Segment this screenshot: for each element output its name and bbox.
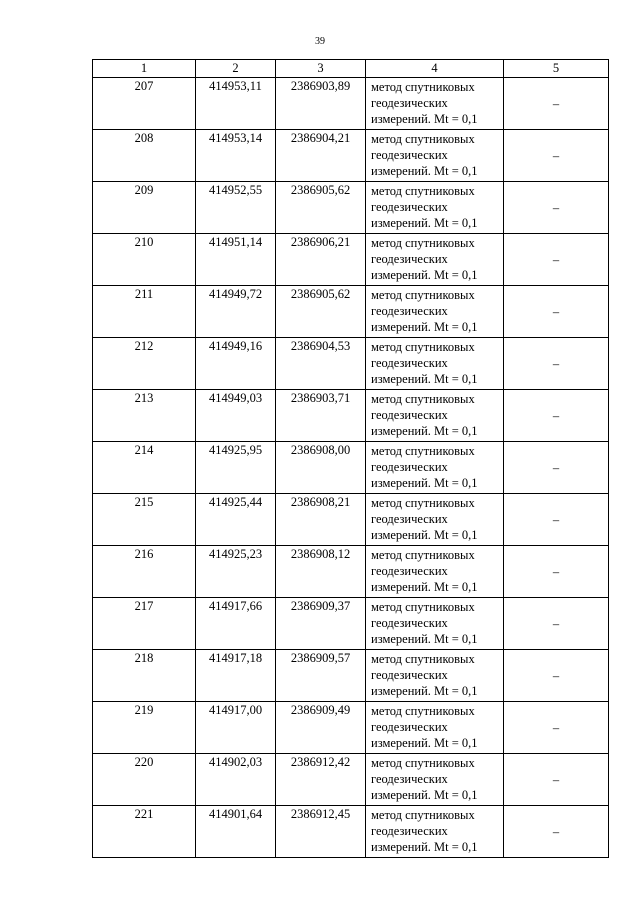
- method-text-line: геодезических: [371, 200, 448, 214]
- point-number-cell: 207: [93, 78, 196, 130]
- method-cell: [366, 338, 504, 390]
- point-number-cell: 216: [93, 546, 196, 598]
- coordinates-table: [92, 59, 609, 858]
- point-number-cell: 218: [93, 650, 196, 702]
- y-coordinate-cell: 2386909,49: [276, 702, 366, 754]
- method-text-line: измерений. Mt = 0,1: [371, 632, 478, 646]
- x-coordinate-cell: 414953,14: [196, 130, 276, 182]
- x-coordinate-cell: 414917,66: [196, 598, 276, 650]
- method-text-line: геодезических: [371, 668, 448, 682]
- y-coordinate-cell: 2386903,71: [276, 390, 366, 442]
- method-cell: [366, 390, 504, 442]
- method-text-line: метод спутниковых: [371, 548, 475, 562]
- method-text-line: метод спутниковых: [371, 600, 475, 614]
- method-text-line: геодезических: [371, 408, 448, 422]
- y-coordinate-cell: 2386909,57: [276, 650, 366, 702]
- y-coordinate-cell: 2386912,42: [276, 754, 366, 806]
- method-text-line: измерений. Mt = 0,1: [371, 476, 478, 490]
- method-text-line: измерений. Mt = 0,1: [371, 112, 478, 126]
- method-text-line: геодезических: [371, 616, 448, 630]
- method-cell: [366, 182, 504, 234]
- y-coordinate-cell: 2386908,21: [276, 494, 366, 546]
- point-number-cell: 220: [93, 754, 196, 806]
- x-coordinate-cell: 414953,11: [196, 78, 276, 130]
- x-coordinate-cell: 414952,55: [196, 182, 276, 234]
- column-header-1: 1: [93, 60, 196, 78]
- method-text-line: метод спутниковых: [371, 756, 475, 770]
- method-text-line: измерений. Mt = 0,1: [371, 840, 478, 854]
- y-coordinate-cell: 2386903,89: [276, 78, 366, 130]
- x-coordinate-cell: 414902,03: [196, 754, 276, 806]
- method-text-line: метод спутниковых: [371, 808, 475, 822]
- method-text-line: геодезических: [371, 356, 448, 370]
- table-row: [93, 650, 609, 702]
- method-text-line: геодезических: [371, 148, 448, 162]
- note-cell: –: [504, 130, 609, 182]
- table-row: [93, 806, 609, 858]
- method-text-line: измерений. Mt = 0,1: [371, 736, 478, 750]
- method-text-line: измерений. Mt = 0,1: [371, 216, 478, 230]
- column-header-4: 4: [366, 60, 504, 78]
- method-text-line: геодезических: [371, 252, 448, 266]
- y-coordinate-cell: 2386904,53: [276, 338, 366, 390]
- note-cell: –: [504, 442, 609, 494]
- point-number-cell: 209: [93, 182, 196, 234]
- page-number: 39: [315, 36, 325, 47]
- method-text-line: метод спутниковых: [371, 184, 475, 198]
- method-text-line: метод спутниковых: [371, 340, 475, 354]
- method-cell: [366, 286, 504, 338]
- y-coordinate-cell: 2386905,62: [276, 182, 366, 234]
- method-text-line: геодезических: [371, 772, 448, 786]
- method-text-line: измерений. Mt = 0,1: [371, 580, 478, 594]
- y-coordinate-cell: 2386904,21: [276, 130, 366, 182]
- method-cell: [366, 546, 504, 598]
- x-coordinate-cell: 414949,72: [196, 286, 276, 338]
- x-coordinate-cell: 414949,16: [196, 338, 276, 390]
- method-cell: [366, 442, 504, 494]
- x-coordinate-cell: 414925,95: [196, 442, 276, 494]
- note-cell: –: [504, 546, 609, 598]
- point-number-cell: 211: [93, 286, 196, 338]
- point-number-cell: 210: [93, 234, 196, 286]
- table-row: [93, 78, 609, 130]
- note-cell: –: [504, 234, 609, 286]
- method-cell: [366, 650, 504, 702]
- point-number-cell: 221: [93, 806, 196, 858]
- note-cell: –: [504, 390, 609, 442]
- note-cell: –: [504, 806, 609, 858]
- method-text-line: геодезических: [371, 96, 448, 110]
- note-cell: –: [504, 286, 609, 338]
- note-cell: –: [504, 598, 609, 650]
- x-coordinate-cell: 414917,18: [196, 650, 276, 702]
- method-text-line: метод спутниковых: [371, 80, 475, 94]
- method-text-line: измерений. Mt = 0,1: [371, 424, 478, 438]
- method-text-line: геодезических: [371, 564, 448, 578]
- point-number-cell: 208: [93, 130, 196, 182]
- x-coordinate-cell: 414951,14: [196, 234, 276, 286]
- x-coordinate-cell: 414901,64: [196, 806, 276, 858]
- point-number-cell: 213: [93, 390, 196, 442]
- table-header-row: [93, 60, 609, 78]
- method-text-line: метод спутниковых: [371, 392, 475, 406]
- point-number-cell: 215: [93, 494, 196, 546]
- method-cell: [366, 598, 504, 650]
- method-text-line: метод спутниковых: [371, 704, 475, 718]
- method-text-line: геодезических: [371, 512, 448, 526]
- x-coordinate-cell: 414949,03: [196, 390, 276, 442]
- method-cell: [366, 494, 504, 546]
- table-row: [93, 390, 609, 442]
- method-cell: [366, 702, 504, 754]
- note-cell: –: [504, 650, 609, 702]
- table-row: [93, 598, 609, 650]
- point-number-cell: 212: [93, 338, 196, 390]
- method-text-line: метод спутниковых: [371, 496, 475, 510]
- table-row: [93, 130, 609, 182]
- method-text-line: метод спутниковых: [371, 288, 475, 302]
- method-text-line: измерений. Mt = 0,1: [371, 528, 478, 542]
- method-text-line: метод спутниковых: [371, 132, 475, 146]
- method-text-line: измерений. Mt = 0,1: [371, 684, 478, 698]
- y-coordinate-cell: 2386908,00: [276, 442, 366, 494]
- method-text-line: метод спутниковых: [371, 236, 475, 250]
- method-cell: [366, 806, 504, 858]
- y-coordinate-cell: 2386909,37: [276, 598, 366, 650]
- y-coordinate-cell: 2386906,21: [276, 234, 366, 286]
- x-coordinate-cell: 414925,44: [196, 494, 276, 546]
- method-text-line: измерений. Mt = 0,1: [371, 320, 478, 334]
- method-text-line: геодезических: [371, 304, 448, 318]
- note-cell: –: [504, 338, 609, 390]
- column-header-2: 2: [196, 60, 276, 78]
- table-row: [93, 182, 609, 234]
- note-cell: –: [504, 78, 609, 130]
- method-text-line: измерений. Mt = 0,1: [371, 788, 478, 802]
- method-text-line: геодезических: [371, 460, 448, 474]
- y-coordinate-cell: 2386905,62: [276, 286, 366, 338]
- table-row: [93, 702, 609, 754]
- note-cell: –: [504, 754, 609, 806]
- method-cell: [366, 234, 504, 286]
- y-coordinate-cell: 2386908,12: [276, 546, 366, 598]
- point-number-cell: 219: [93, 702, 196, 754]
- table-row: [93, 546, 609, 598]
- x-coordinate-cell: 414917,00: [196, 702, 276, 754]
- method-text-line: геодезических: [371, 720, 448, 734]
- table-row: [93, 234, 609, 286]
- table-row: [93, 494, 609, 546]
- method-cell: [366, 130, 504, 182]
- method-text-line: измерений. Mt = 0,1: [371, 164, 478, 178]
- point-number-cell: 214: [93, 442, 196, 494]
- method-cell: [366, 754, 504, 806]
- x-coordinate-cell: 414925,23: [196, 546, 276, 598]
- y-coordinate-cell: 2386912,45: [276, 806, 366, 858]
- table-row: [93, 442, 609, 494]
- note-cell: –: [504, 494, 609, 546]
- table-row: [93, 286, 609, 338]
- table-row: [93, 338, 609, 390]
- method-text-line: измерений. Mt = 0,1: [371, 372, 478, 386]
- method-text-line: метод спутниковых: [371, 652, 475, 666]
- method-text-line: геодезических: [371, 824, 448, 838]
- point-number-cell: 217: [93, 598, 196, 650]
- method-text-line: измерений. Mt = 0,1: [371, 268, 478, 282]
- column-header-3: 3: [276, 60, 366, 78]
- column-header-5: 5: [504, 60, 609, 78]
- method-cell: [366, 78, 504, 130]
- table-row: [93, 754, 609, 806]
- note-cell: –: [504, 702, 609, 754]
- note-cell: –: [504, 182, 609, 234]
- method-text-line: метод спутниковых: [371, 444, 475, 458]
